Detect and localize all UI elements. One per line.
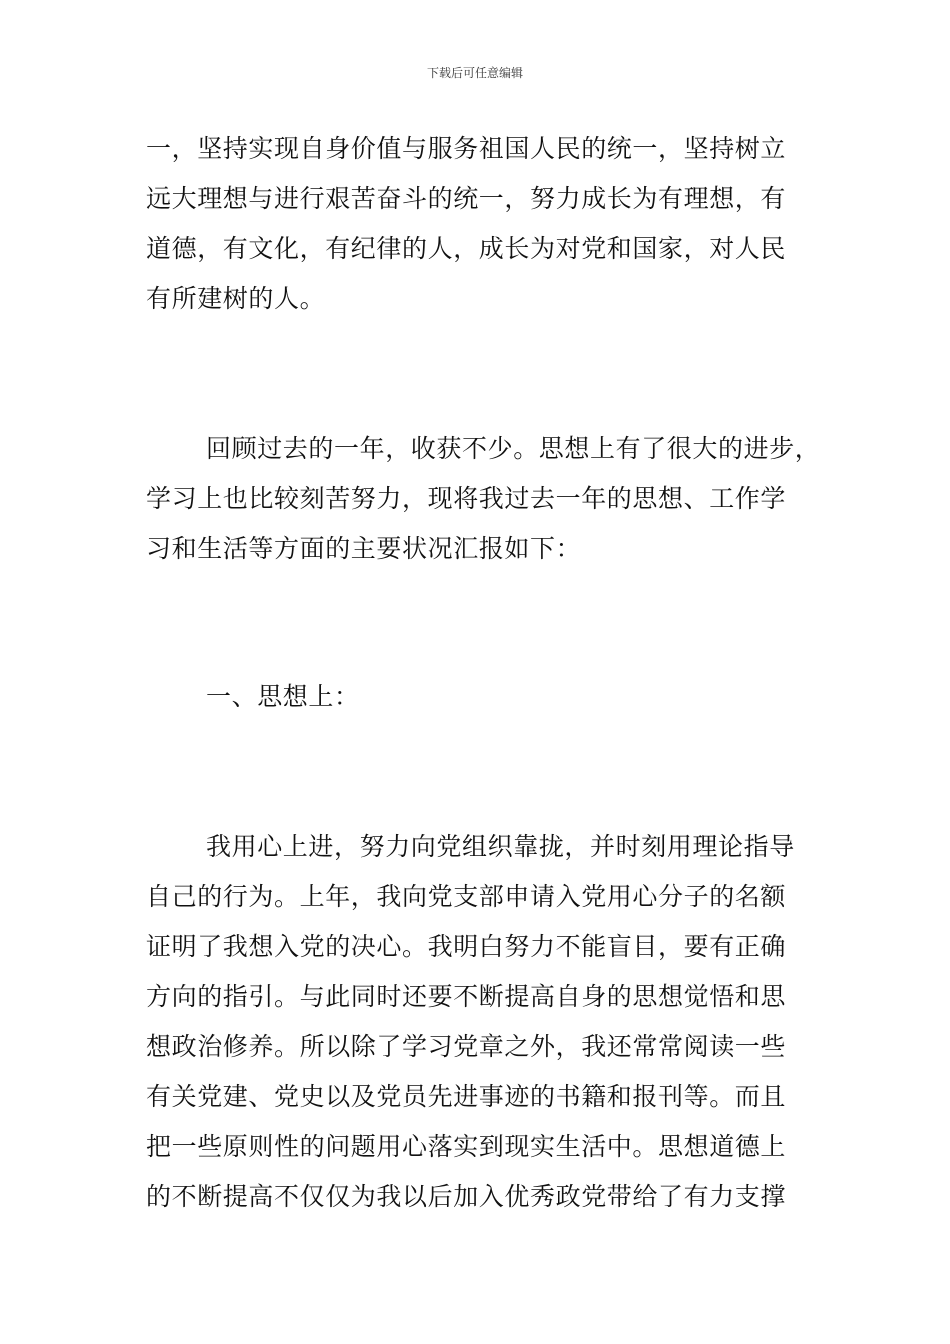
paragraph-3-line-4: 方向的指引。与此同时还要不断提高自身的思想觉悟和思 [146,982,787,1011]
paragraph-1-line-2: 远大理想与进行艰苦奋斗的统一，努力成长为有理想，有 [146,184,787,213]
paragraph-2-line-2: 学习上也比较刻苦努力，现将我过去一年的思想、工作学 [146,484,787,513]
paragraph-3-line-2: 自己的行为。上年，我向党支部申请入党用心分子的名额 [146,882,787,911]
paragraph-1-line-1: 一，坚持实现自身价值与服务祖国人民的统一，坚持树立 [146,134,787,163]
paragraph-1-line-3: 道德，有文化，有纪律的人，成长为对党和国家，对人民 [146,234,787,263]
paragraph-2-line-1: 回顾过去的一年，收获不少。思想上有了很大的进步， [206,434,821,463]
paragraph-3-line-1: 我用心上进，努力向党组织靠拢，并时刻用理论指导 [206,832,795,861]
paragraph-3-line-3: 证明了我想入党的决心。我明白努力不能盲目，要有正确 [146,932,787,961]
paragraph-3-line-7: 把一些原则性的问题用心落实到现实生活中。思想道德上 [146,1132,787,1161]
paragraph-2-line-3: 习和生活等方面的主要状况汇报如下： [146,534,582,563]
section-heading: 一、思想上： [206,682,360,711]
page-header: 下载后可任意编辑 [426,66,523,80]
paragraph-3-line-6: 有关党建、党史以及党员先进事迹的书籍和报刊等。而且 [146,1082,787,1111]
paragraph-1-line-4: 有所建树的人。 [146,284,326,313]
paragraph-3-line-8: 的不断提高不仅仅为我以后加入优秀政党带给了有力支撑 [146,1182,787,1211]
paragraph-3-line-5: 想政治修养。所以除了学习党章之外，我还常常阅读一些 [146,1032,787,1061]
